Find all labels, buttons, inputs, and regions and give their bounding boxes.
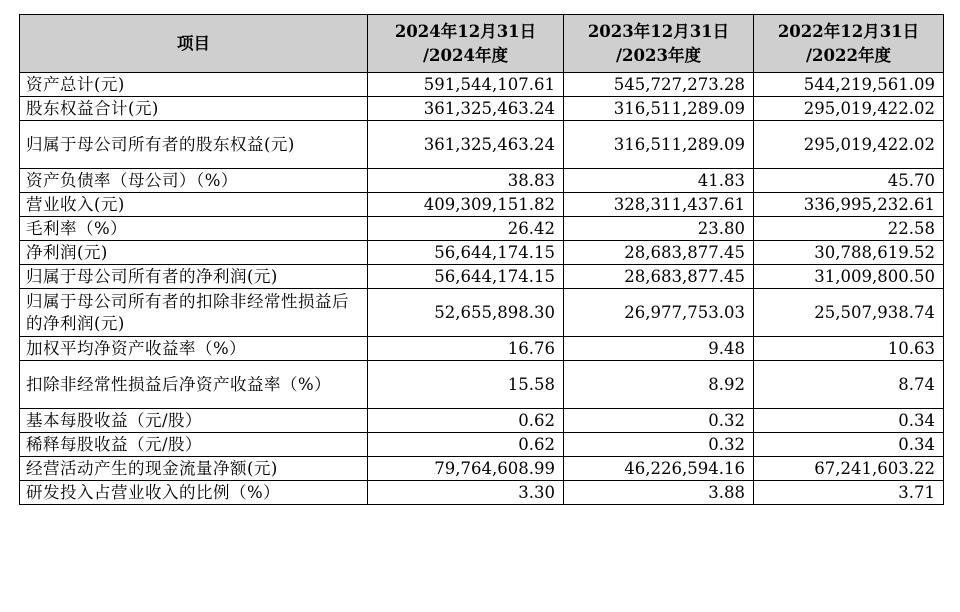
row-label: 营业收入(元): [20, 193, 368, 217]
value-2024: 591,544,107.61: [368, 73, 564, 97]
value-2023: 23.80: [564, 217, 754, 241]
row-label: 稀释每股收益（元/股）: [20, 433, 368, 457]
table-header-row: [20, 15, 944, 73]
value-2022: 295,019,422.02: [754, 121, 944, 169]
value-2022: 31,009,800.50: [754, 265, 944, 289]
row-label: 经营活动产生的现金流量净额(元): [20, 457, 368, 481]
row-label: 资产总计(元): [20, 73, 368, 97]
table-row: [20, 409, 944, 433]
value-2024: 409,309,151.82: [368, 193, 564, 217]
value-2022: 336,995,232.61: [754, 193, 944, 217]
value-2024: 16.76: [368, 337, 564, 361]
value-2023: 0.32: [564, 433, 754, 457]
row-label: 归属于母公司所有者的扣除非经常性损益后的净利润(元): [20, 289, 368, 337]
value-2022: 22.58: [754, 217, 944, 241]
value-2022: 10.63: [754, 337, 944, 361]
header-2022: 2022年12月31日 /2022年度: [754, 15, 944, 73]
value-2023: 28,683,877.45: [564, 265, 754, 289]
table-row: [20, 457, 944, 481]
table-row: [20, 73, 944, 97]
row-label: 归属于母公司所有者的净利润(元): [20, 265, 368, 289]
table-row: [20, 265, 944, 289]
value-2022: 30,788,619.52: [754, 241, 944, 265]
value-2024: 56,644,174.15: [368, 241, 564, 265]
header-item: 项目: [20, 15, 368, 73]
value-2024: 3.30: [368, 481, 564, 505]
header-2024: 2024年12月31日 /2024年度: [368, 15, 564, 73]
value-2024: 52,655,898.30: [368, 289, 564, 337]
value-2023: 46,226,594.16: [564, 457, 754, 481]
value-2022: 3.71: [754, 481, 944, 505]
value-2022: 295,019,422.02: [754, 97, 944, 121]
value-2023: 328,311,437.61: [564, 193, 754, 217]
table-row: [20, 241, 944, 265]
table-row: [20, 337, 944, 361]
value-2024: 0.62: [368, 433, 564, 457]
header-2023: 2023年12月31日 /2023年度: [564, 15, 754, 73]
value-2023: 8.92: [564, 361, 754, 409]
row-label: 股东权益合计(元): [20, 97, 368, 121]
table-row: [20, 481, 944, 505]
value-2023: 41.83: [564, 169, 754, 193]
value-2023: 545,727,273.28: [564, 73, 754, 97]
value-2024: 361,325,463.24: [368, 97, 564, 121]
value-2023: 316,511,289.09: [564, 97, 754, 121]
value-2022: 67,241,603.22: [754, 457, 944, 481]
row-label: 净利润(元): [20, 241, 368, 265]
value-2022: 544,219,561.09: [754, 73, 944, 97]
table-row: [20, 433, 944, 457]
value-2022: 45.70: [754, 169, 944, 193]
row-label: 归属于母公司所有者的股东权益(元): [20, 121, 368, 169]
row-label: 毛利率（%）: [20, 217, 368, 241]
value-2023: 3.88: [564, 481, 754, 505]
table-row: [20, 361, 944, 409]
value-2024: 361,325,463.24: [368, 121, 564, 169]
table-row: [20, 97, 944, 121]
value-2024: 26.42: [368, 217, 564, 241]
value-2023: 28,683,877.45: [564, 241, 754, 265]
value-2022: 25,507,938.74: [754, 289, 944, 337]
table-row: [20, 289, 944, 337]
table-row: [20, 193, 944, 217]
value-2023: 0.32: [564, 409, 754, 433]
value-2023: 26,977,753.03: [564, 289, 754, 337]
row-label: 扣除非经常性损益后净资产收益率（%）: [20, 361, 368, 409]
financial-data-table: [19, 14, 944, 505]
financial-table-container: [19, 14, 944, 505]
value-2024: 0.62: [368, 409, 564, 433]
row-label: 加权平均净资产收益率（%）: [20, 337, 368, 361]
value-2023: 316,511,289.09: [564, 121, 754, 169]
value-2024: 79,764,608.99: [368, 457, 564, 481]
value-2024: 15.58: [368, 361, 564, 409]
value-2022: 0.34: [754, 433, 944, 457]
row-label: 资产负债率（母公司）（%）: [20, 169, 368, 193]
row-label: 基本每股收益（元/股）: [20, 409, 368, 433]
value-2022: 8.74: [754, 361, 944, 409]
table-row: [20, 169, 944, 193]
value-2024: 38.83: [368, 169, 564, 193]
table-row: [20, 217, 944, 241]
value-2022: 0.34: [754, 409, 944, 433]
value-2024: 56,644,174.15: [368, 265, 564, 289]
row-label: 研发投入占营业收入的比例（%）: [20, 481, 368, 505]
value-2023: 9.48: [564, 337, 754, 361]
table-row: [20, 121, 944, 169]
